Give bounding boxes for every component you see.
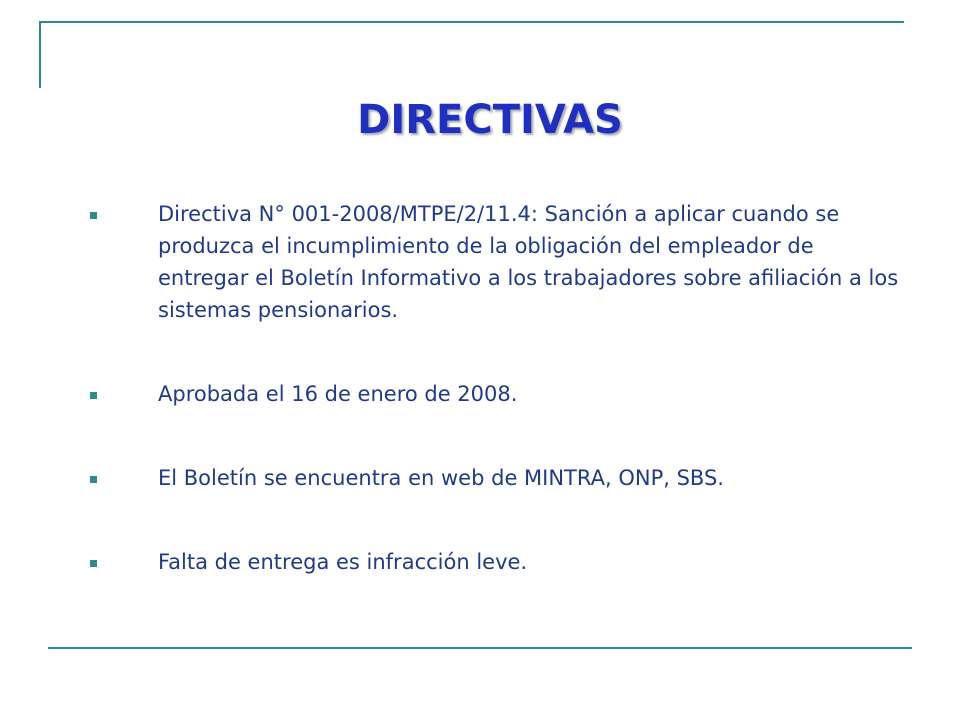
bullet-text: El Boletín se encuentra en web de MINTRA, ONP, SBS. [158, 466, 724, 490]
bullet-text: Directiva N° 001-2008/MTPE/2/11.4: Sanción a aplicar cuando se produzca el incumplimiento de la obligación del empleador de entregar el Boletín Informativo a los trabajadores sobre afiliación a los sistemas pensionarios. [158, 202, 899, 322]
bottom-border-line [48, 647, 912, 649]
bullet-item-2 [90, 378, 910, 410]
bullet-text: Falta de entrega es infracción leve. [158, 550, 528, 574]
square-bullet-icon [90, 392, 97, 399]
bullet-list [90, 198, 910, 578]
slide-title: DIRECTIVAS [357, 97, 623, 143]
left-border-line [39, 21, 41, 88]
square-bullet-icon [90, 560, 97, 567]
bullet-item-3 [90, 462, 910, 494]
square-bullet-icon [90, 212, 97, 219]
bullet-text: Aprobada el 16 de enero de 2008. [158, 382, 518, 406]
bullet-item-4 [90, 546, 910, 578]
bullet-item-1 [90, 198, 910, 326]
square-bullet-icon [90, 476, 97, 483]
top-border-line [40, 21, 904, 23]
